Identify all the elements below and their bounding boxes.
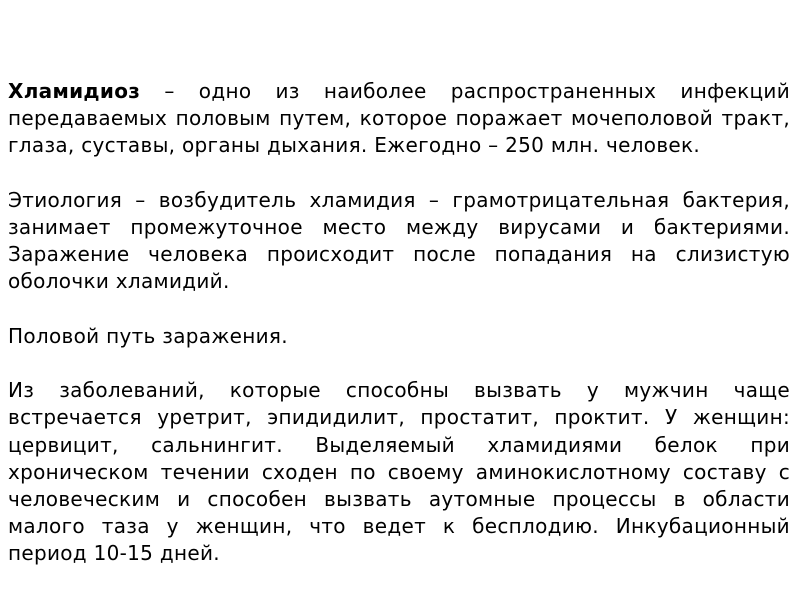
paragraph-diseases: Из заболеваний, которые способны вызвать у мужчин чаще встречается уретрит, эпидидилит, простатит, проктит. У женщин: цервицит, сальнингит. Выделяемый хламидиями белок при хроническом течении сходен по своему аминокислотному составу с человеческим и способен вызвать аутомные процессы в области малого таза у женщин, что ведет к бесплодию. Инкубационный период 10-15 дней.: [8, 378, 790, 566]
paragraph-etiology: Этиология – возбудитель хламидия – грамотрицательная бактерия, занимает промежуточное место между вирусами и бактериями. Заражение человека происходит после попадания на слизистую оболочки хламидий.: [8, 187, 790, 294]
term-chlamydiosis: Хламидиоз: [8, 79, 141, 103]
slide-text-body: [8, 78, 790, 595]
paragraph-transmission: Половой путь заражения.: [8, 323, 288, 348]
definition-text: – одно из наиболее распространенных инфекций передаваемых половым путем, которое поражает мочеполовой тракт, глаза, суставы, органы дыхания. Ежегодно – 250 млн. человек.: [8, 79, 790, 158]
paragraph-definition: [8, 78, 790, 160]
